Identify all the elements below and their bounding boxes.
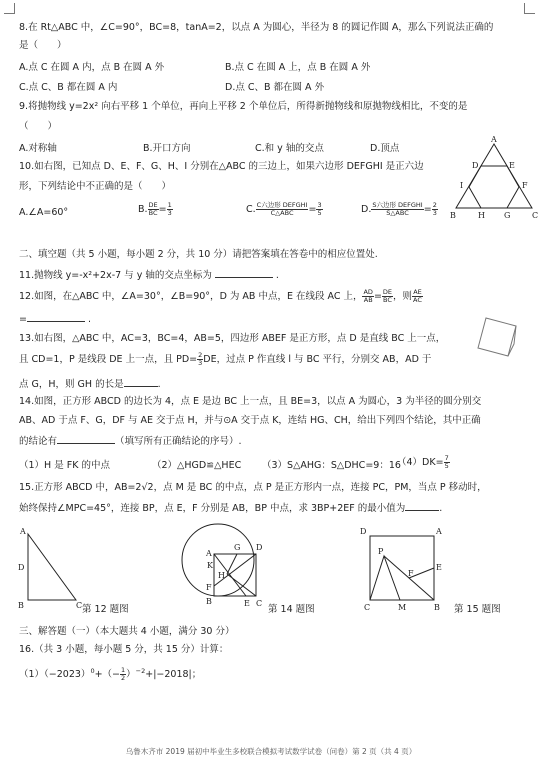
fig10-label-c: C: [532, 211, 539, 220]
fig14-label-d: D: [256, 543, 263, 552]
fig15-label-c: C: [364, 603, 371, 612]
q8-stem-line2: 是（ ）: [19, 40, 67, 51]
q9-option-b: B.开口方向: [143, 143, 191, 154]
q9-stem-line1: 9.将抛物线 y=2x² 向右平移 1 个单位，再向上平移 2 个单位后，所得新抛物线和原抛物线相比，不变的是: [19, 101, 468, 112]
corner-mark-top-right: [524, 3, 535, 14]
fig15-label-d: D: [360, 527, 367, 536]
q10-stem-line1: 10.如右图，已知点 D、E、F、G、H、I 分别在△ABC 的三边上，如果六边形 DEFGHI 是正六边: [19, 161, 424, 172]
fig10-label-b: B: [450, 211, 456, 220]
q14-conclusion-2: （2）△HGD≌△HEC: [152, 460, 242, 471]
q10-figure: [450, 134, 542, 224]
fig14-label-h: H: [218, 571, 225, 580]
fig10-label-h: H: [478, 211, 485, 220]
fig14-line-hg: [227, 554, 237, 574]
fig12-caption: 第 12 题图: [82, 604, 129, 615]
fig12-label-b: B: [18, 601, 24, 610]
fig12-label-c: C: [76, 601, 83, 610]
q14-conclusion-1: （1）H 是 FK 的中点: [19, 460, 110, 471]
fig14-caption: 第 14 题图: [268, 604, 315, 615]
q10-stem-line2: 形，下列结论中不正确的是（ ）: [19, 181, 172, 192]
q8-option-a: A.点 C 在圆 A 内，点 B 在圆 A 外: [19, 62, 165, 73]
fig14-label-f: F: [206, 583, 212, 592]
fig10-label-d: D: [472, 161, 479, 170]
q9-option-d: D.顶点: [370, 143, 400, 154]
fig12: [14, 522, 84, 614]
q13-line3: 点 G，H，则 GH 的长是 .: [19, 379, 161, 390]
triangle-abc: [456, 144, 532, 208]
q9-option-c: C.和 y 轴的交点: [255, 143, 324, 154]
q10-option-b: B. $\frac{DE}{BC}$ = $\frac{1}{3}$: [138, 201, 172, 217]
fig15-label-a: A: [436, 527, 442, 536]
fig14-label-g: G: [234, 543, 241, 552]
fig14-label-k: K: [207, 561, 213, 570]
fig15: [358, 522, 448, 614]
q10-option-a: A.∠A=60°: [19, 207, 69, 218]
q16-stem: 16.（共 3 小题，每小题 5 分，共 15 分）计算：: [19, 644, 229, 655]
fig15-caption: 第 15 题图: [454, 604, 501, 615]
q10-option-d: D. $\frac{\text{S六边形 DEFGHI}}{\text{S△ABC}}$ = $\frac{2}{3}$: [361, 201, 437, 217]
fig15-square: [370, 536, 434, 600]
fig10-label-f: F: [522, 181, 528, 190]
q15-line2: 始终保持∠MPC=45°，连接 BP，点 E，F 分别是 AB，BP 中点，求 3BP+2EF 的最小值为 .: [19, 503, 443, 514]
fig12-label-d: D: [18, 563, 25, 572]
fig15-label-b: B: [434, 603, 440, 612]
q8-stem-line1: 8.在 Rt△ABC 中，∠C=90°，BC=8，tanA=2，以点 A 为圆心，半径为 8 的圆记作圆 A，那么下列说法正确的: [19, 22, 494, 33]
q9-option-a: A.对称轴: [19, 143, 57, 154]
q14-conclusion-4: （4）DK= $\frac{7}{5}$: [397, 454, 449, 470]
q14-line2: AB、AD 于点 F、G，DF 与 AE 交于点 H，并与⊙A 交于点 K，连结 HG、CH，给出下列四个结论，其中正确: [19, 415, 481, 426]
page-footer: 乌鲁木齐市 2019 届初中毕业生多校联合模拟考试数学试卷（问卷）第 2 页（共 4 页）: [125, 747, 417, 756]
q9-stem-line2: （ ）: [19, 121, 58, 132]
section2-title: 二、填空题（共 5 小题，每小题 2 分，共 10 分）请把答案填在答卷中的相应位置处.: [19, 249, 378, 260]
fig14-line-hc: [227, 574, 256, 596]
q13-line1: 13.如右图，△ABC 中，AC=3，BC=4，AB=5，四边形 ABEF 是正方形，点 D 是直线 BC 上一点，: [19, 333, 446, 344]
fig15-lines-pc-pm: [370, 556, 400, 600]
fig10-label-g: G: [504, 211, 511, 220]
q14-conclusion-3: （3）S△AHG：S△DHC=9：16: [262, 460, 401, 471]
fig14-label-e: E: [244, 599, 250, 608]
fig14-label-b: B: [206, 597, 212, 606]
q11-stem: 11.抛物线 y=-x²+2x-7 与 y 轴的交点坐标为 .: [19, 270, 279, 281]
fig10-label-i: I: [460, 181, 464, 190]
q12-answer-line: = .: [19, 314, 92, 325]
q8-option-b: B.点 C 在圆 A 上，点 B 在圆 A 外: [225, 62, 371, 73]
hexagon-defghi: [469, 166, 519, 208]
q16-part1: $(1)(-2023)^0+(-$ $\frac{1}{2}$ ）$^{-2}$+|−2018|；: [19, 666, 202, 683]
fig15-label-m: M: [398, 603, 407, 612]
fig15-label-e: E: [436, 563, 442, 572]
fig12-label-a: A: [20, 527, 26, 536]
q10-option-c: C. $\frac{\text{C六边形 DEFGHI}}{\text{C△ABC}}$ = $\frac{3}{5}$: [246, 201, 322, 217]
q14-line1: 14.如图，正方形 ABCD 的边长为 4，点 E 是边 BC 上一点，且 BE=3，以点 A 为圆心，3 为半径的圆分别交: [19, 396, 482, 407]
fig14: [172, 518, 264, 614]
section3-title: 三、解答题（一）（本大题共 4 小题，满分 30 分）: [19, 626, 235, 637]
q13-figure: [470, 310, 526, 368]
q14-line3: 的结论有 （填写所有正确结论的序号）.: [19, 436, 242, 447]
fig12-triangle: [28, 534, 76, 600]
q13-line2: 且 CD=1，P 是线段 DE 上一点，且 PD= $\frac{2}{3}$ DE，过点 P 作直线 l 与 BC 平行，分别交 AB，AD 于: [19, 351, 432, 367]
fig15-label-p: P: [378, 547, 384, 556]
q8-option-c: C.点 C、B 都在圆 A 内: [19, 82, 118, 93]
fig10-label-a: A: [491, 135, 497, 144]
fig14-label-a: A: [206, 549, 212, 558]
q15-line1: 15.正方形 ABCD 中，AB=2√2，点 M 是 BC 的中点，点 P 是正方形内一点，连接 PC，PM，当点 P 移动时，: [19, 482, 487, 493]
fig14-label-c: C: [256, 599, 263, 608]
q8-option-d: D.点 C、B 都在圆 A 外: [225, 82, 325, 93]
corner-mark-top-left: [4, 3, 15, 14]
q12-stem: 12.如图，在△ABC 中，∠A=30°，∠B=90°，D 为 AB 中点，E 在线段 AC 上， $\frac{AD}{AB}$ = $\frac{DE}{BC}$ ，则 $\frac{AE}{AC}$: [19, 288, 422, 304]
fig15-label-f: F: [408, 569, 414, 578]
fig10-label-e: E: [509, 161, 515, 170]
